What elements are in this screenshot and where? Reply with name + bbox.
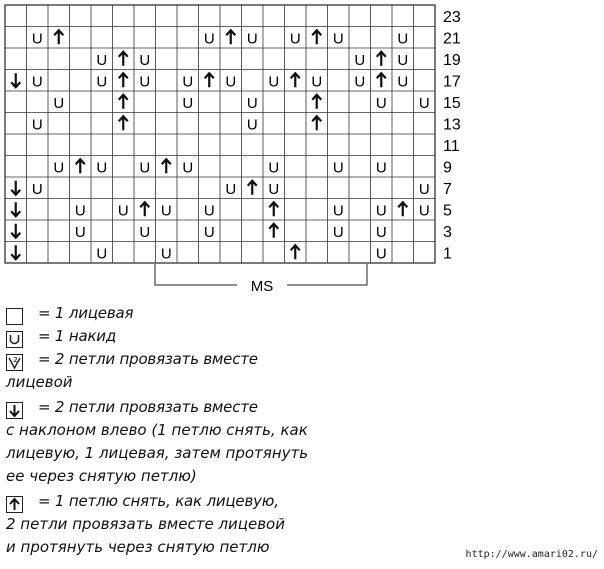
ssk-mark [11, 224, 20, 238]
legend-knit: = 1 лицевая [38, 304, 134, 322]
row-label: 19 [443, 51, 461, 69]
row-label: 17 [443, 73, 461, 91]
cdd-mark [312, 30, 321, 44]
ssk-symbol [6, 402, 23, 419]
yo-mark: U [332, 159, 344, 177]
row-label: 11 [443, 137, 460, 155]
yo-mark: U [354, 73, 366, 91]
row-label: 5 [443, 202, 452, 220]
yo-mark: U [31, 30, 43, 48]
cdd-mark [312, 116, 321, 130]
yo-mark: U [203, 30, 215, 48]
knit-symbol [6, 308, 23, 325]
cdd-mark [54, 30, 63, 44]
row-label: 13 [443, 116, 461, 134]
cdd-mark [291, 245, 300, 259]
yo-mark: U [31, 180, 43, 198]
site-url: http://www.amari02.ru/ [465, 549, 598, 560]
cdd-mark [119, 116, 128, 130]
yo-symbol [6, 331, 23, 348]
yo-mark: U [246, 30, 258, 48]
cdd-symbol [6, 496, 23, 513]
legend-ssk-1: = 2 петли провязать вместе [38, 398, 258, 416]
chart-symbols [11, 30, 429, 262]
yo-mark: U [375, 202, 387, 220]
yo-mark: U [53, 94, 65, 112]
yo-mark: U [332, 30, 344, 48]
legend-ssk-4: ее через снятую петлю) [6, 467, 197, 485]
yo-mark: U [268, 159, 280, 177]
cdd-mark [119, 73, 128, 87]
cdd-mark [162, 159, 171, 173]
yo-mark: U [74, 202, 86, 220]
yo-mark: U [397, 51, 409, 69]
cdd-mark [398, 202, 407, 216]
cdd-mark [140, 202, 149, 216]
yo-mark: U [117, 202, 129, 220]
cdd-mark [248, 181, 257, 195]
yo-mark: U [246, 116, 258, 134]
yo-mark: U [397, 73, 409, 91]
yo-mark: U [182, 94, 194, 112]
yo-mark: U [182, 159, 194, 177]
yo-mark: U [354, 51, 366, 69]
legend-cdd-1: = 1 петлю снять, как лицевую, [38, 492, 279, 510]
legend-ssk-3: лицевую, 1 лицевая, затем протянуть [6, 444, 309, 462]
yo-mark: U [375, 159, 387, 177]
yo-mark: U [289, 30, 301, 48]
yo-mark: U [332, 202, 344, 220]
yo-mark: U [375, 223, 387, 241]
yo-mark: U [375, 94, 387, 112]
legend-cdd-3: и протянуть через снятую петлю [6, 538, 270, 556]
cdd-mark [205, 73, 214, 87]
k2tog-symbol [6, 354, 23, 371]
yo-mark: U [139, 223, 151, 241]
legend-cdd-2: 2 петли провязать вместе лицевой [6, 515, 285, 533]
yo-mark: U [418, 180, 430, 198]
ms-bracket [155, 264, 367, 295]
ms-label: MS [250, 278, 274, 295]
cdd-mark [312, 95, 321, 109]
yo-mark: U [418, 94, 430, 112]
ssk-mark [11, 245, 20, 259]
row-label: 3 [443, 223, 452, 241]
ssk-mark [11, 181, 20, 195]
yo-mark: U [268, 180, 280, 198]
yo-mark: U [160, 245, 172, 263]
yo-mark: U [375, 245, 387, 263]
yo-mark: U [182, 73, 194, 91]
yo-mark: U [96, 51, 108, 69]
legend-k2tog-1: = 2 петли провязать вместе [38, 350, 258, 368]
yo-mark: U [268, 73, 280, 91]
ssk-mark [11, 202, 20, 216]
svg-text:2: 2 [13, 356, 18, 364]
cdd-mark [377, 73, 386, 87]
row-label: 23 [443, 8, 461, 26]
yo-mark: U [160, 202, 172, 220]
yo-mark: U [332, 223, 344, 241]
cdd-mark [119, 52, 128, 66]
cdd-mark [226, 30, 235, 44]
yo-mark: U [139, 159, 151, 177]
yo-mark: U [96, 73, 108, 91]
cdd-mark [269, 224, 278, 238]
cdd-mark [291, 73, 300, 87]
yo-mark: U [418, 202, 430, 220]
row-label: 21 [443, 30, 461, 48]
yo-mark: U [31, 73, 43, 91]
yo-mark: U [311, 73, 323, 91]
yo-mark: U [96, 245, 108, 263]
yo-mark: U [96, 159, 108, 177]
yo-mark: U [246, 94, 258, 112]
yo-mark: U [139, 73, 151, 91]
yo-mark: U [31, 116, 43, 134]
cdd-mark [269, 202, 278, 216]
legend-yo: = 1 накид [38, 327, 117, 345]
yo-mark: U [225, 73, 237, 91]
legend-k2tog-2: лицевой [6, 373, 73, 391]
yo-mark: U [139, 51, 151, 69]
yo-mark: U [53, 159, 65, 177]
chart-grid [5, 5, 435, 263]
row-label: 1 [443, 245, 452, 263]
yo-mark: U [203, 202, 215, 220]
row-label: 15 [443, 94, 461, 112]
yo-mark: U [74, 223, 86, 241]
row-label: 7 [443, 180, 452, 198]
row-labels [443, 9, 461, 263]
row-label: 9 [443, 159, 452, 177]
cdd-mark [377, 52, 386, 66]
legend-ssk-2: с наклоном влево (1 петлю снять, как [6, 421, 308, 439]
yo-mark: U [225, 180, 237, 198]
cdd-mark [119, 95, 128, 109]
yo-mark: U [397, 30, 409, 48]
ssk-mark [11, 73, 20, 87]
yo-mark: U [203, 223, 215, 241]
cdd-mark [76, 159, 85, 173]
